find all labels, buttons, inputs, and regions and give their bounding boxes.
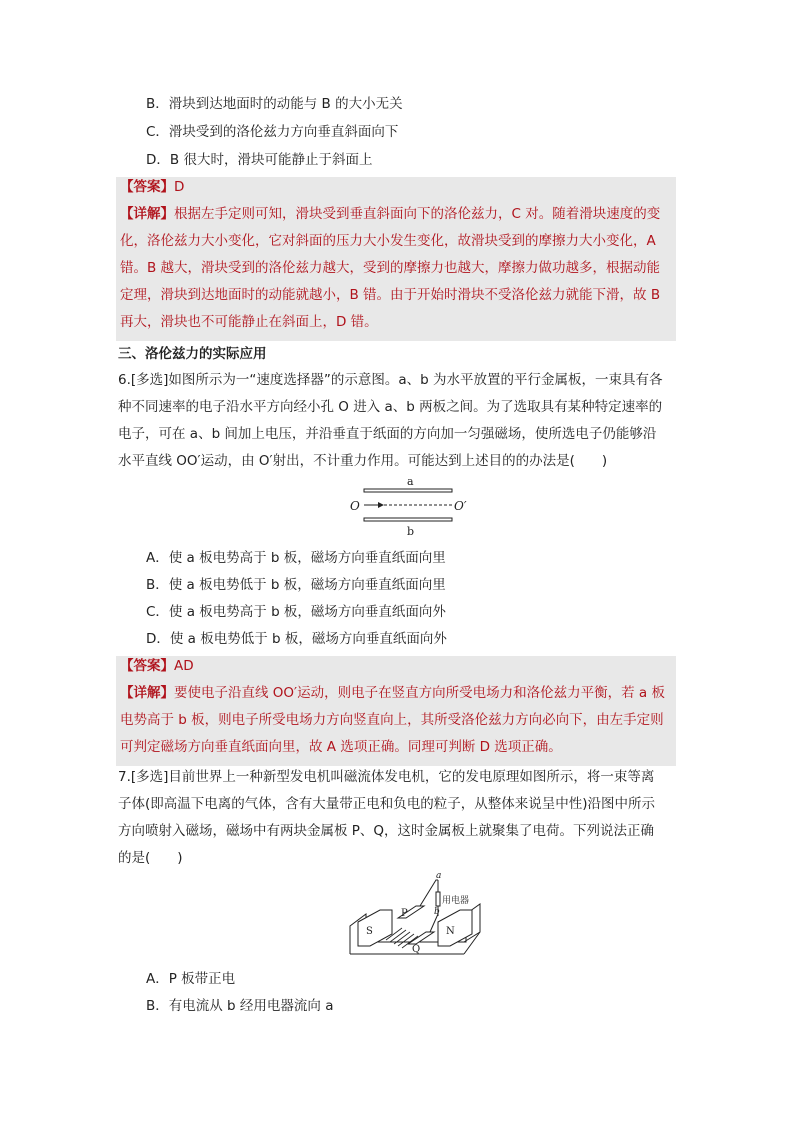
q5-option-c: C．滑块受到的洛伦兹力方向垂直斜面向下 bbox=[146, 124, 399, 140]
q7-option-a: A．P 板带正电 bbox=[146, 971, 236, 987]
q7-stem-line: 的是( ) bbox=[118, 850, 183, 866]
hole-o-prime-label: O′ bbox=[454, 499, 467, 513]
magnet-s-pole bbox=[358, 910, 392, 946]
q6-stem-line: 水平直线 OO′运动，由 O′射出，不计重力作用。可能达到上述目的的办法是( ) bbox=[118, 453, 608, 469]
q6-stem-line: 电子，可在 a、b 间加上电压，并沿垂直于纸面的方向加一匀强磁场，使所选电子仍能够沿 bbox=[118, 426, 657, 442]
q6-detail-line bbox=[120, 683, 665, 703]
arrow-head-icon bbox=[378, 502, 384, 508]
detail-text: 根据左手定则可知，滑块受到垂直斜面向下的洛伦兹力，C 对。随着滑块速度的变 bbox=[174, 206, 661, 222]
q7-stem-line: 方向喷射入磁场，磁场中有两块金属板 P、Q，这时金属板上就聚集了电荷。下列说法正确 bbox=[118, 823, 655, 839]
q5-option-d: D．B 很大时，滑块可能静止于斜面上 bbox=[146, 152, 373, 168]
q5-detail-line bbox=[120, 204, 660, 224]
q7-option-b: B．有电流从 b 经用电器流向 a bbox=[146, 998, 334, 1014]
answer-tag: 【答案】 bbox=[120, 179, 174, 195]
plate-a-label: a bbox=[407, 475, 414, 488]
detail-tag: 【详解】 bbox=[120, 685, 174, 701]
q5-detail-line: 错。B 越大，滑块受到的洛伦兹力越大，受到的摩擦力也越大，摩擦力做功越多，根据动能 bbox=[120, 260, 661, 276]
answer-value: D bbox=[174, 179, 185, 195]
answer-tag: 【答案】 bbox=[120, 658, 174, 674]
q6-option-c: C．使 a 板电势高于 b 板，磁场方向垂直纸面向外 bbox=[146, 604, 446, 620]
q5-option-b: B．滑块到达地面时的动能与 B 的大小无关 bbox=[146, 96, 403, 112]
detail-text: 要使电子沿直线 OO′运动，则电子在竖直方向所受电场力和洛伦兹力平衡，若 a 板 bbox=[174, 685, 665, 701]
p-label: P bbox=[401, 908, 408, 919]
q6-detail-line: 可判定磁场方向垂直纸面向里，故 A 选项正确。同理可判断 D 选项正确。 bbox=[120, 739, 562, 755]
q6-detail-line: 电势高于 b 板，则电子所受电场力方向竖直向上，其所受洛伦兹力方向必向下，由左手定则 bbox=[120, 712, 664, 728]
q6-option-b: B．使 a 板电势低于 b 板，磁场方向垂直纸面向里 bbox=[146, 577, 446, 593]
q5-detail-line: 定理，滑块到达地面时的动能就越小，B 错。由于开始时滑块不受洛伦兹力就能下滑，故 B bbox=[120, 287, 661, 303]
hole-o-label: O bbox=[350, 499, 360, 513]
q6-stem-line: 6.[多选]如图所示为一“速度选择器”的示意图。a、b 为水平放置的平行金属板，一束具有各 bbox=[118, 372, 663, 388]
n-label: N bbox=[446, 926, 455, 937]
section-title: 三、洛伦兹力的实际应用 bbox=[118, 346, 267, 362]
plate-b-label: b bbox=[407, 525, 415, 538]
s-label: S bbox=[366, 926, 373, 937]
q6-option-d: D．使 a 板电势低于 b 板，磁场方向垂直纸面向外 bbox=[146, 631, 447, 647]
q5-answer-box bbox=[116, 177, 676, 341]
plate-a bbox=[364, 489, 452, 492]
load-device-icon bbox=[436, 892, 440, 906]
plate-b bbox=[364, 518, 452, 521]
q6-stem-line: 种不同速率的电子沿水平方向经小孔 O 进入 a、b 两板之间。为了选取具有某种特定速率的 bbox=[118, 399, 663, 415]
q6-option-a: A．使 a 板电势高于 b 板，磁场方向垂直纸面向里 bbox=[146, 550, 446, 566]
terminal-a-label: a bbox=[436, 871, 442, 881]
q6-answer-line bbox=[120, 656, 194, 676]
detail-tag: 【详解】 bbox=[120, 206, 174, 222]
device-label: 用电器 bbox=[442, 896, 470, 906]
mhd-generator-figure bbox=[346, 870, 482, 962]
wire-top bbox=[420, 880, 438, 906]
q5-detail-line: 化，洛伦兹力大小变化，它对斜面的压力大小发生变化，故滑块受到的摩擦力大小变化，A bbox=[120, 233, 656, 249]
answer-value: AD bbox=[174, 658, 194, 674]
velocity-selector-figure bbox=[346, 474, 474, 538]
q5-detail-line: 再大，滑块也不可能静止在斜面上，D 错。 bbox=[120, 314, 378, 330]
terminal-b-label: b bbox=[434, 907, 440, 917]
q7-stem-line: 7.[多选]目前世界上一种新型发电机叫磁流体发电机，它的发电原理如图所示，将一束等离 bbox=[118, 769, 655, 785]
q5-answer-line bbox=[120, 177, 184, 197]
q7-stem-line: 子体(即高温下电离的气体，含有大量带正电和负电的粒子，从整体来说呈中性)沿图中所示 bbox=[118, 796, 656, 812]
q-label: Q bbox=[412, 944, 421, 955]
q6-answer-box bbox=[116, 656, 676, 766]
